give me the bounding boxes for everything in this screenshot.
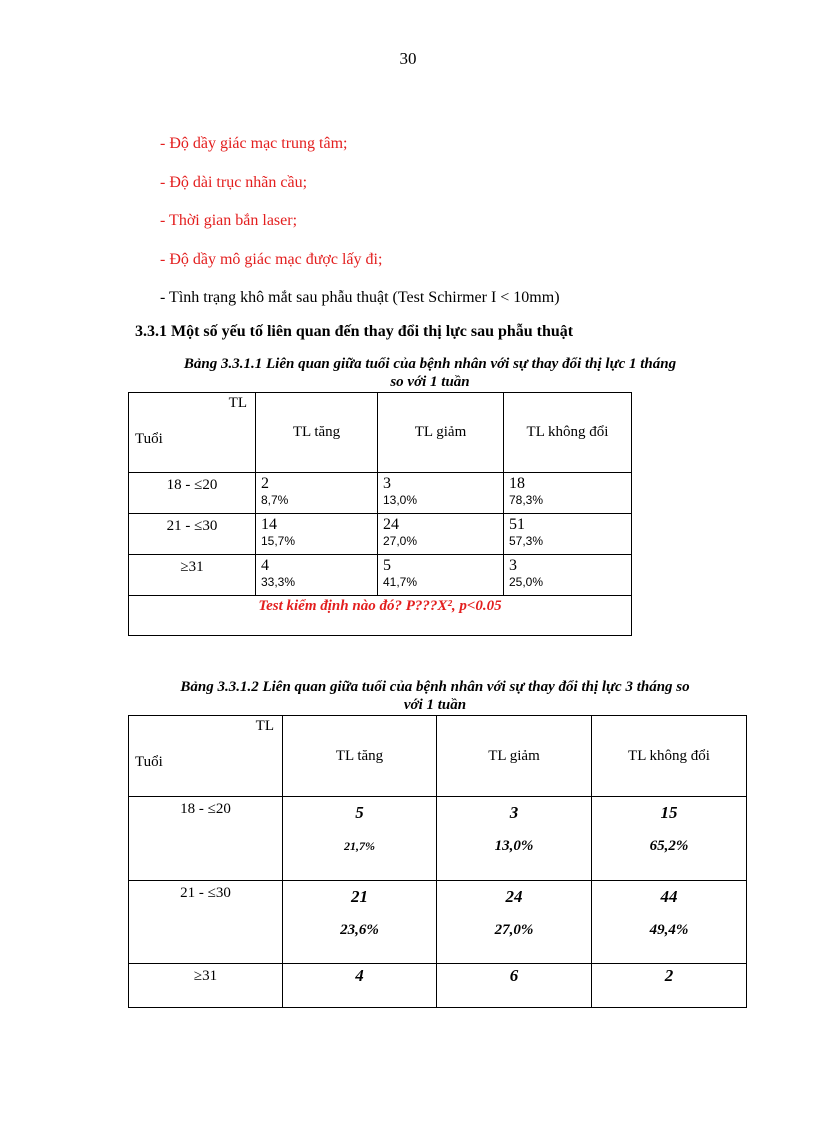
table1-caption-line2: so với 1 tuần: [390, 374, 470, 390]
table1-percent: 27,0%: [383, 534, 418, 548]
table2-corner-age: Tuổi: [135, 754, 163, 770]
table1-header-unchanged: TL không đổi: [504, 393, 632, 473]
table2-count: 6: [509, 966, 519, 985]
table1-percent: 41,7%: [383, 575, 418, 589]
table1-count: 18: [509, 475, 525, 492]
table2-cell: [437, 881, 592, 964]
table2: [128, 715, 747, 1008]
table1-cell: [378, 473, 504, 514]
table2-cell: [283, 797, 437, 881]
table1-percent: 57,3%: [509, 534, 544, 548]
table2-count: 21: [351, 887, 368, 906]
table1-corner-cell: [129, 393, 256, 473]
table1-count: 2: [261, 475, 269, 492]
table1-cell: [504, 555, 632, 596]
table1-cell: [504, 473, 632, 514]
table2-caption-line2: với 1 tuần: [403, 697, 467, 713]
table1-corner-age: Tuổi: [135, 431, 163, 447]
table2-age: 18 - ≤20: [129, 797, 283, 881]
table1-count: 3: [509, 557, 517, 574]
table2-count: 3: [509, 803, 519, 822]
table2-corner-cell: [129, 716, 283, 797]
table1-count: 3: [383, 475, 391, 492]
table1-age: ≥31: [129, 555, 256, 596]
table2-percent: 65,2%: [649, 838, 689, 854]
table1-count: 51: [509, 516, 525, 533]
bullet-dry-eye: - Tình trạng khô mắt sau phẫu thuật (Test Schirmer I < 10mm): [160, 289, 560, 306]
bullet-tissue-removed: - Độ dầy mô giác mạc được lấy đi;: [160, 251, 383, 268]
table2-age: 21 - ≤30: [129, 881, 283, 964]
table1-percent: 13,0%: [383, 493, 418, 507]
page-number: 30: [399, 49, 417, 68]
table2-count: 2: [664, 966, 674, 985]
table2-header-decrease: TL giảm: [437, 716, 592, 797]
table2-header-unchanged: TL không đổi: [592, 716, 747, 797]
table1-header-decrease: TL giảm: [378, 393, 504, 473]
section-heading: 3.3.1 Một số yếu tố liên quan đến thay đổi thị lực sau phẫu thuật: [135, 323, 574, 340]
table2-caption-line1: Bảng 3.3.1.2 Liên quan giữa tuổi của bệnh nhân với sự thay đổi thị lực 3 tháng so: [180, 679, 690, 695]
table2-cell: [592, 797, 747, 881]
table1-corner-tl: TL: [228, 395, 247, 411]
table2-percent: 21,7%: [344, 839, 375, 853]
table2-percent: 49,4%: [649, 922, 689, 938]
table2-percent: 27,0%: [494, 922, 534, 938]
table1-age: 21 - ≤30: [129, 514, 256, 555]
table1-caption: [100, 355, 760, 391]
table2-corner-tl: TL: [255, 718, 274, 734]
table2-cell: [437, 964, 592, 1008]
table1-cell: [378, 555, 504, 596]
table1-count: 5: [383, 557, 391, 574]
table1-test-note: Test kiểm định nào đó? P???X², p<0.05: [129, 596, 632, 636]
table2-age: ≥31: [129, 964, 283, 1008]
table2-cell: [592, 881, 747, 964]
table1-percent: 8,7%: [261, 493, 289, 507]
table1-percent: 25,0%: [509, 575, 544, 589]
table1-cell: [504, 514, 632, 555]
table1-header-increase: TL tăng: [256, 393, 378, 473]
bullet-central-corneal-thickness: - Độ dầy giác mạc trung tâm;: [160, 135, 348, 152]
table2-count: 44: [660, 887, 678, 906]
table2-caption: [120, 678, 750, 714]
table1-cell: [378, 514, 504, 555]
table1-percent: 33,3%: [261, 575, 296, 589]
table2-header-increase: TL tăng: [283, 716, 437, 797]
bullet-laser-time: - Thời gian bắn laser;: [160, 212, 298, 229]
table2-cell: [283, 881, 437, 964]
table1-percent: 15,7%: [261, 534, 296, 548]
table2-count: 15: [660, 803, 678, 822]
table1-cell: [256, 514, 378, 555]
table2-count: 4: [355, 966, 364, 985]
table1-count: 14: [261, 516, 277, 533]
table2-percent: 23,6%: [340, 922, 379, 938]
table1-cell: [256, 555, 378, 596]
table1-percent: 78,3%: [509, 493, 544, 507]
table1-cell: [256, 473, 378, 514]
bullet-axial-length: - Độ dài trục nhãn cầu;: [160, 174, 308, 191]
table2-count: 5: [355, 803, 364, 822]
table2-cell: [592, 964, 747, 1008]
table1-count: 24: [383, 516, 399, 533]
table2-cell: [283, 964, 437, 1008]
table1: [128, 392, 632, 636]
table1-age: 18 - ≤20: [129, 473, 256, 514]
table1-caption-line1: Bảng 3.3.1.1 Liên quan giữa tuổi của bệnh nhân với sự thay đổi thị lực 1 tháng: [183, 356, 677, 372]
table2-percent: 13,0%: [494, 838, 534, 854]
table2-count: 24: [505, 887, 523, 906]
table1-count: 4: [261, 557, 269, 574]
table2-cell: [437, 797, 592, 881]
